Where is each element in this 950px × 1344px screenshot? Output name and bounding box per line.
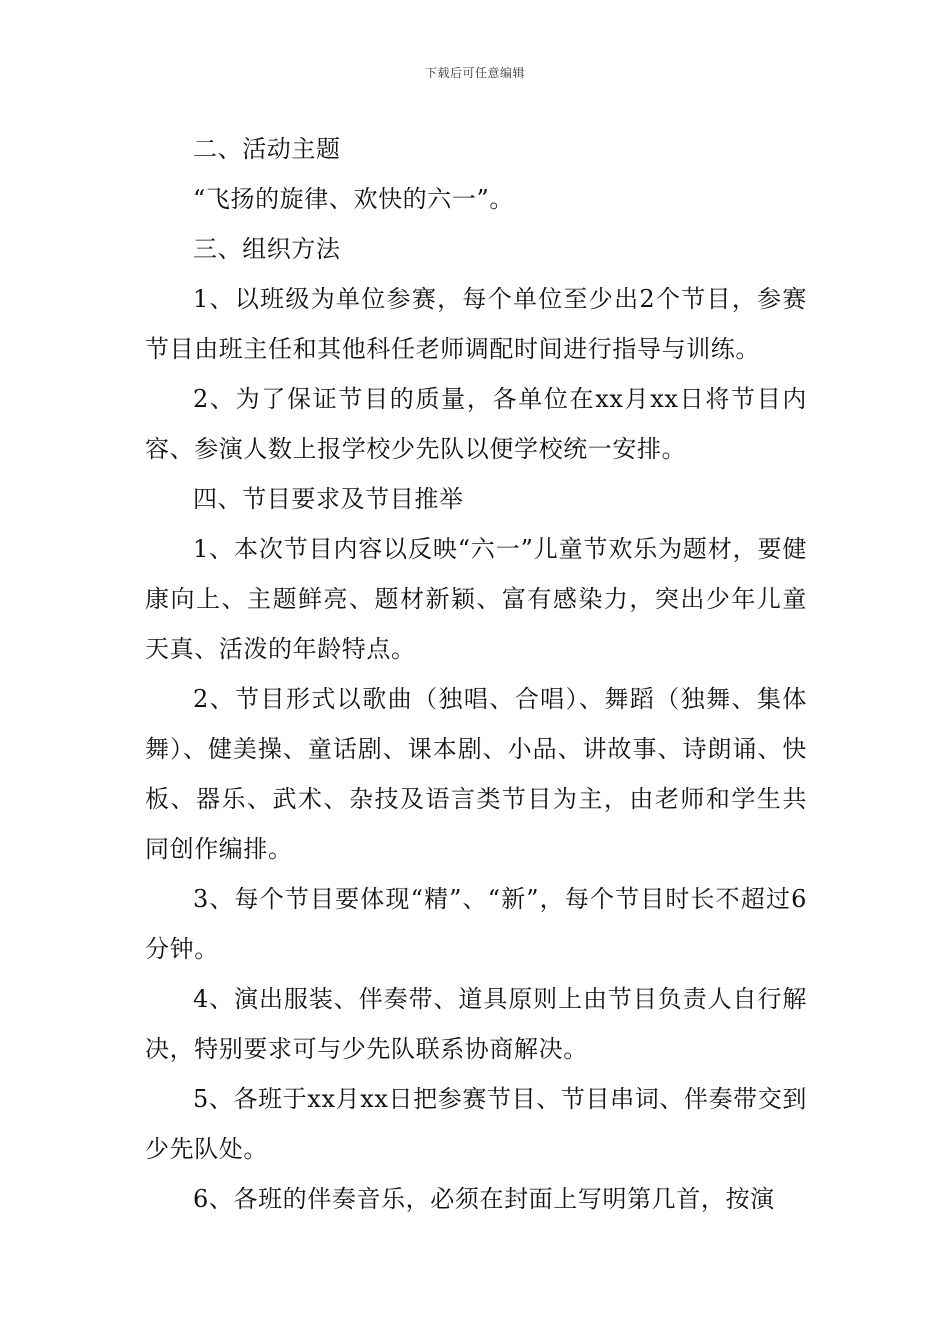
requirement-item-5: 5、各班于xx月xx日把参赛节目、节目串词、伴奏带交到少先队处。 bbox=[145, 1085, 807, 1163]
section-heading-organization: 三、组织方法 bbox=[193, 235, 341, 263]
section-heading-requirements: 四、节目要求及节目推举 bbox=[193, 485, 464, 513]
document-body bbox=[145, 124, 807, 1224]
requirement-item-3: 3、每个节目要体现“精”、“新”，每个节目时长不超过6分钟。 bbox=[145, 885, 807, 963]
organization-item-1: 1、以班级为单位参赛，每个单位至少出2个节目，参赛节目由班主任和其他科任老师调配时间进行指导与训练。 bbox=[145, 285, 807, 363]
requirement-item-2: 2、节目形式以歌曲（独唱、合唱）、舞蹈（独舞、集体舞）、健美操、童话剧、课本剧、小品、讲故事、诗朗诵、快板、器乐、武术、杂技及语言类节目为主，由老师和学生共同创作编排。 bbox=[145, 685, 807, 863]
organization-item-2: 2、为了保证节目的质量，各单位在xx月xx日将节目内容、参演人数上报学校少先队以便学校统一安排。 bbox=[145, 385, 807, 463]
theme-text: “飞扬的旋律、欢快的六一”。 bbox=[193, 185, 514, 213]
requirement-item-6: 6、各班的伴奏音乐，必须在封面上写明第几首，按演 bbox=[193, 1185, 775, 1213]
page-header: 下载后可任意编辑 bbox=[424, 66, 525, 80]
section-heading-theme: 二、活动主题 bbox=[193, 135, 341, 163]
requirement-item-1: 1、本次节目内容以反映“六一”儿童节欢乐为题材，要健康向上、主题鲜亮、题材新颖、富有感染力，突出少年儿童天真、活泼的年龄特点。 bbox=[145, 535, 807, 663]
requirement-item-4: 4、演出服装、伴奏带、道具原则上由节目负责人自行解决，特别要求可与少先队联系协商解决。 bbox=[145, 985, 807, 1063]
